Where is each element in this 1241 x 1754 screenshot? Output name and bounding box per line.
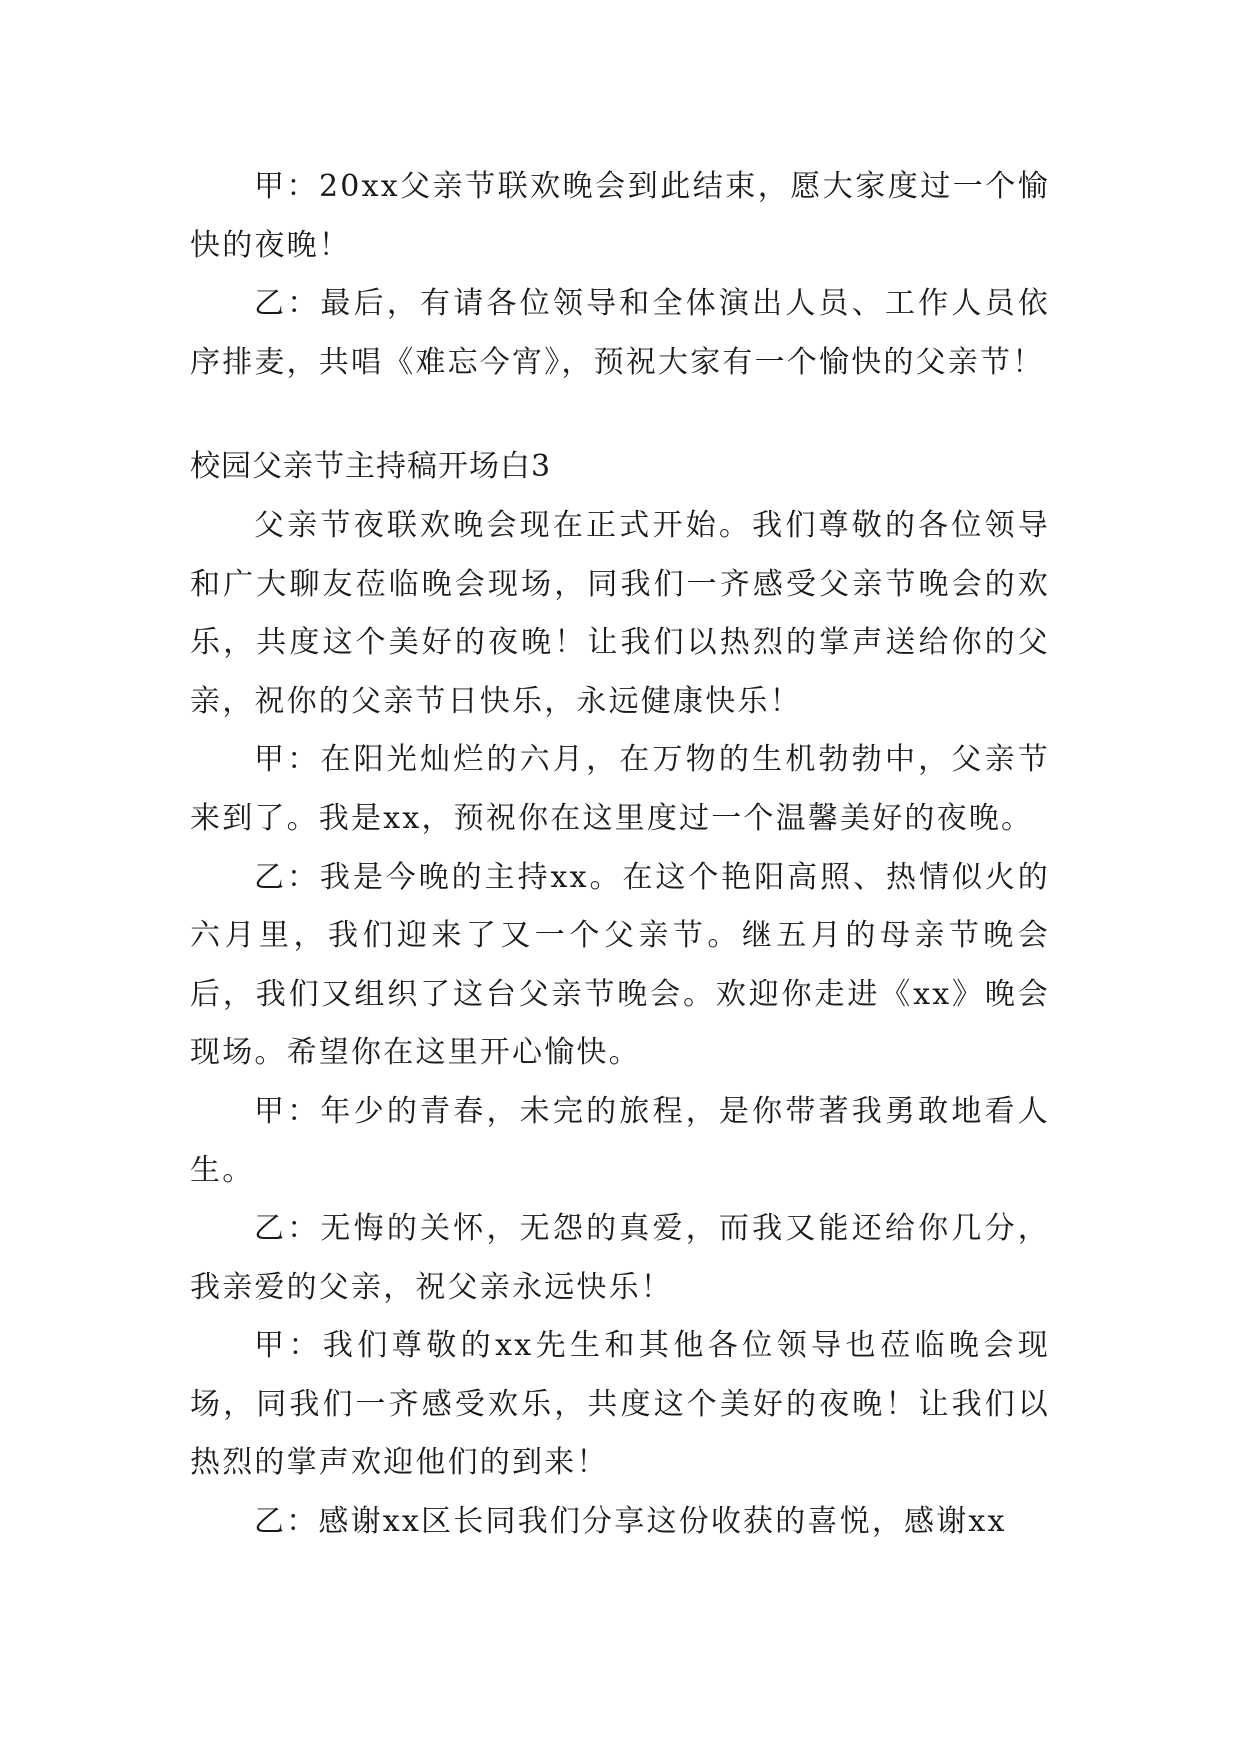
paragraph: 乙：无悔的关怀，无怨的真爱，而我又能还给你几分，我亲爱的父亲，祝父亲永远快乐！ xyxy=(190,1211,1050,1305)
paragraph: 甲：我们尊敬的xx先生和其他各位领导也莅临晚会现场，同我们一齐感受欢乐，共度这个美好的夜晚！让我们以热烈的掌声欢迎他们的到来！ xyxy=(190,1328,1050,1481)
paragraph: 父亲节夜联欢晚会现在正式开始。我们尊敬的各位领导和广大聊友莅临晚会现场，同我们一齐感受父亲节晚会的欢乐，共度这个美好的夜晚！让我们以热烈的掌声送给你的父亲，祝你的父亲节日快乐，永远健康快乐！ xyxy=(190,507,1050,719)
document-body xyxy=(190,158,1050,1552)
paragraph: 甲：20xx父亲节联欢晚会到此结束，愿大家度过一个愉快的夜晚！ xyxy=(190,169,1050,263)
closing-section xyxy=(190,158,1050,392)
opening-section xyxy=(190,497,1050,1552)
paragraph: 乙：我是今晚的主持xx。在这个艳阳高照、热情似火的六月里，我们迎来了又一个父亲节。继五月的母亲节晚会后，我们又组织了这台父亲节晚会。欢迎你走进《xx》晚会现场。希望你在这里开心愉快。 xyxy=(190,859,1050,1071)
paragraph: 甲：在阳光灿烂的六月，在万物的生机勃勃中，父亲节来到了。我是xx，预祝你在这里度过一个温馨美好的夜晚。 xyxy=(190,742,1050,836)
paragraph: 乙：感谢xx区长同我们分享这份收获的喜悦，感谢xx xyxy=(254,1504,1007,1540)
section-heading: 校园父亲节主持稿开场白3 xyxy=(190,449,552,485)
paragraph: 乙：最后，有请各位领导和全体演出人员、工作人员依序排麦，共唱《难忘今宵》，预祝大家有一个愉快的父亲节！ xyxy=(190,286,1050,380)
paragraph: 甲：年少的青春，未完的旅程，是你带著我勇敢地看人生。 xyxy=(190,1093,1050,1188)
